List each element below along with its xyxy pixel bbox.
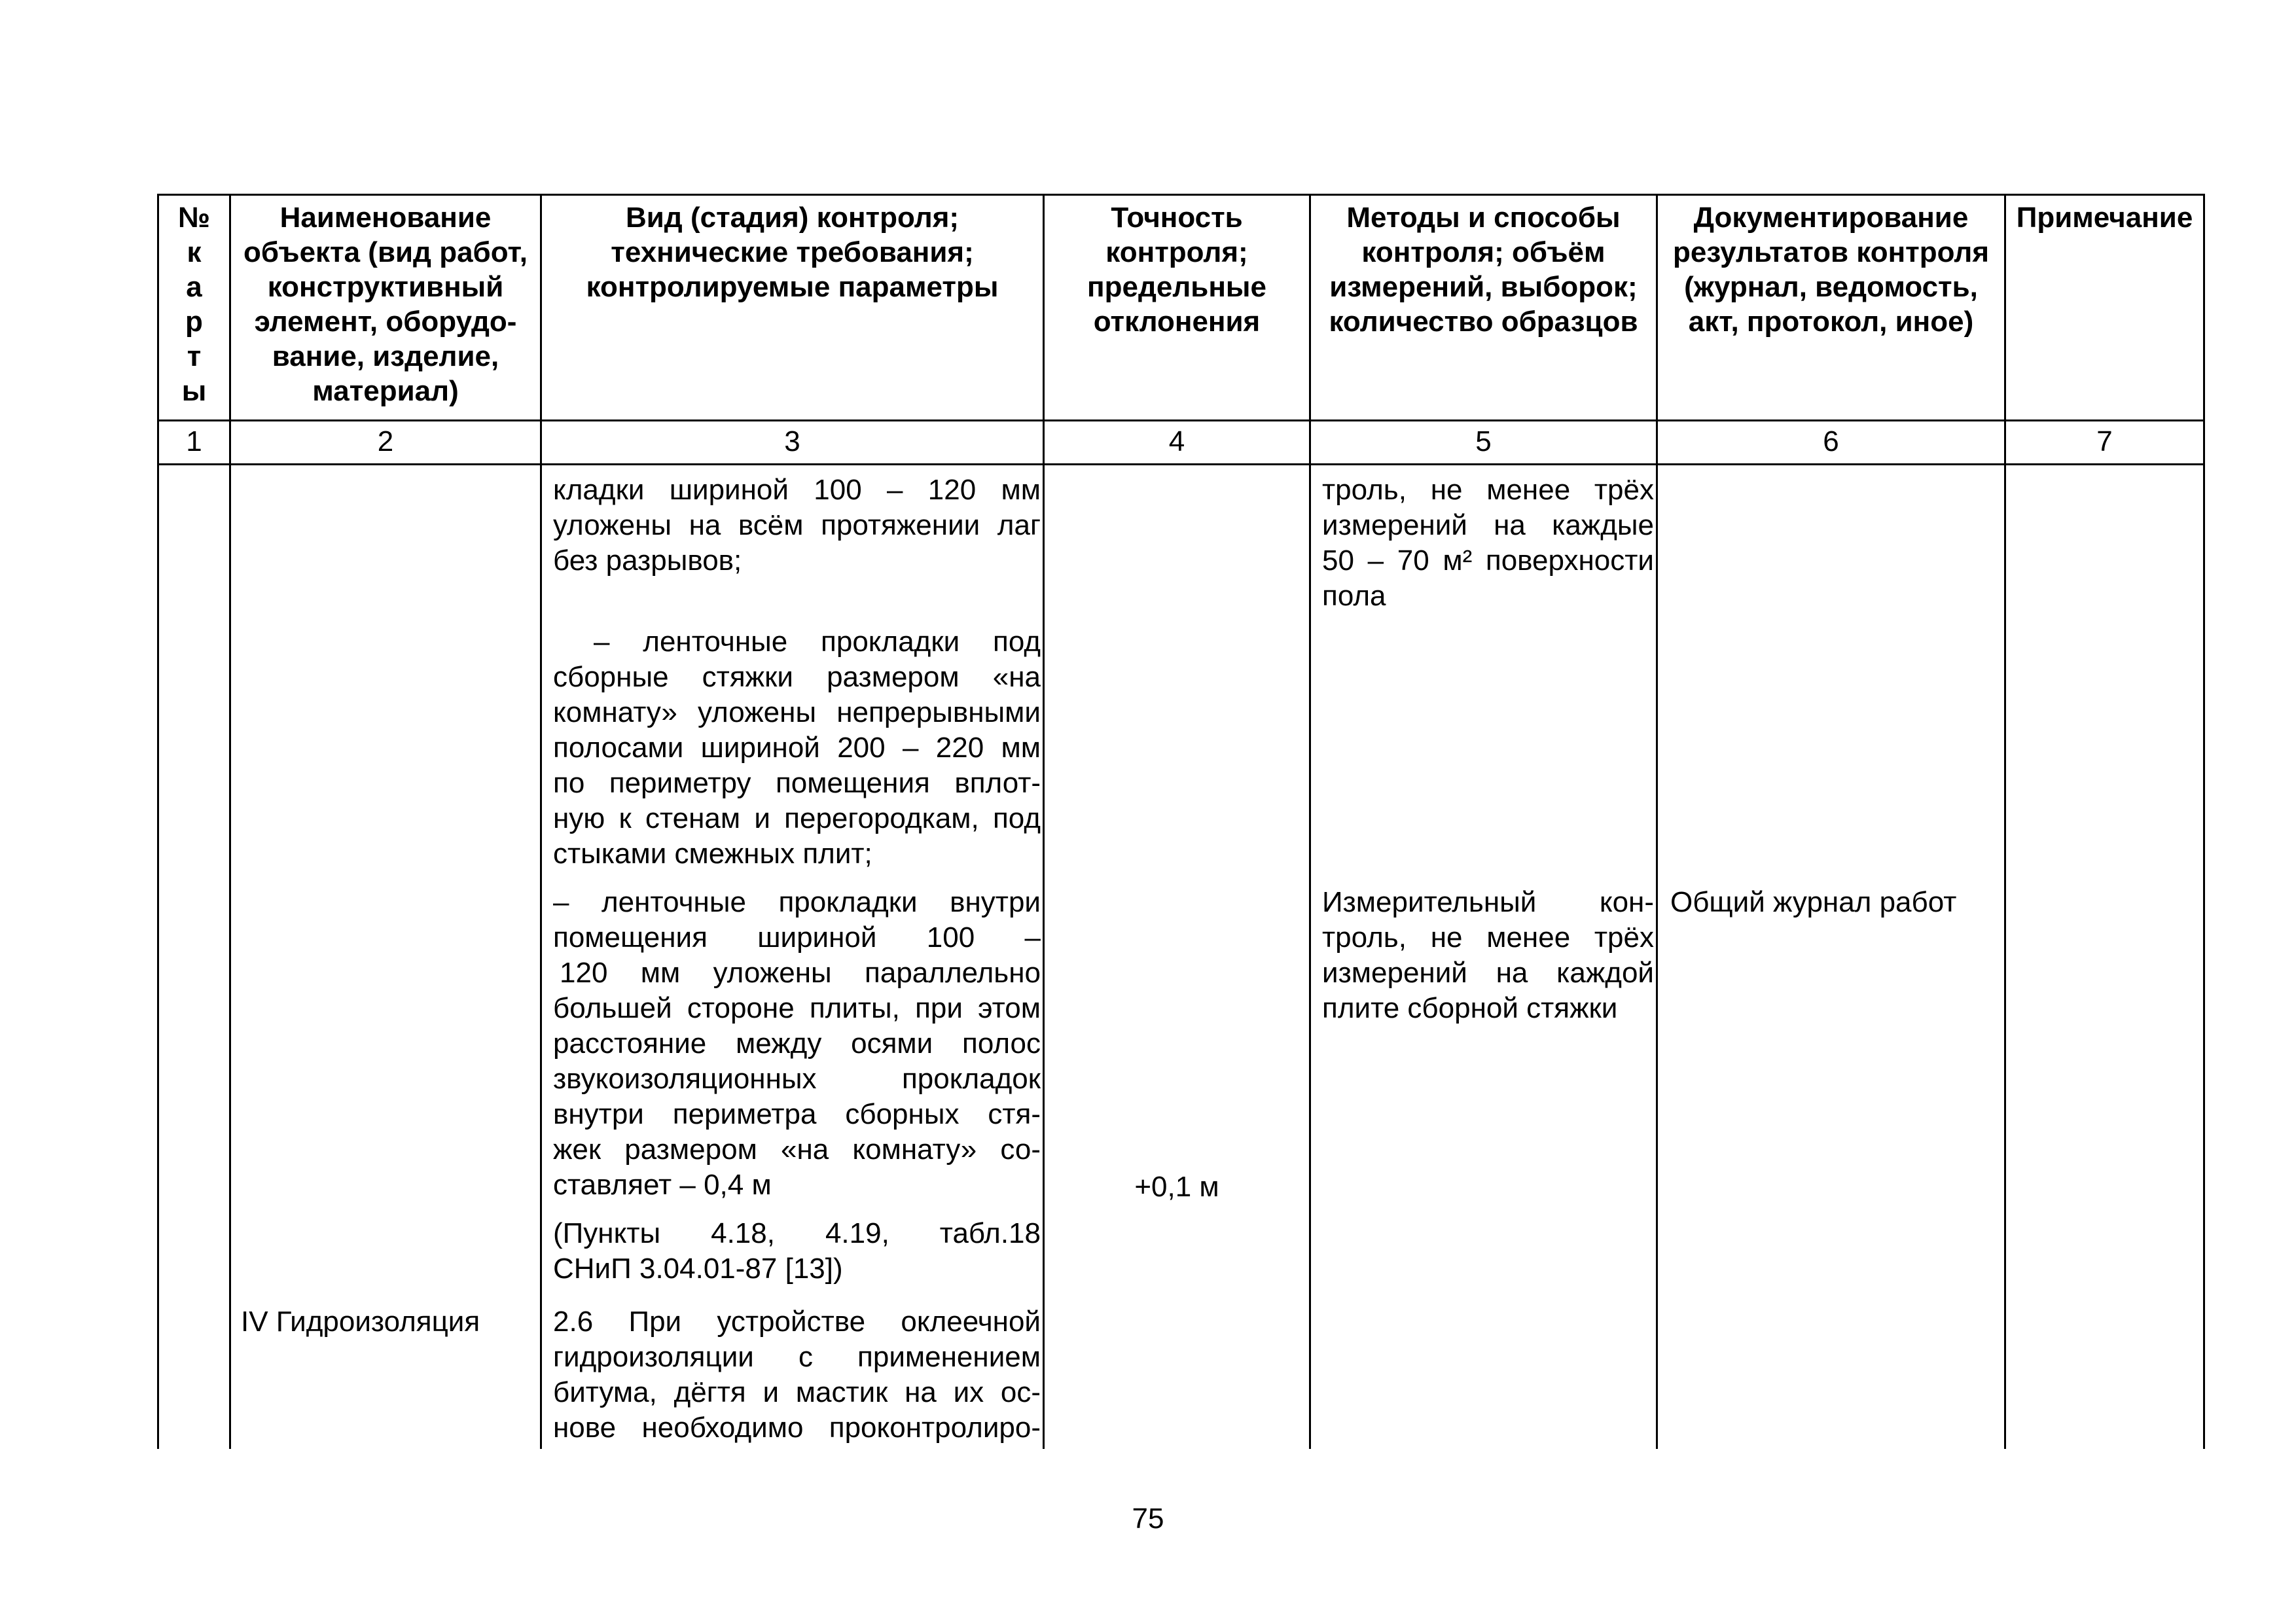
column-number-4: 4 [1168,425,1185,457]
text-line: 2.6 При устройстве оклеечной [553,1306,1041,1338]
header-control-accuracy: Точность контроля; предельные отклонения [1087,202,1266,338]
col7-left-border [2004,194,2006,1449]
page-number: 75 [1132,1503,1164,1535]
text-line: 120 мм уложены параллельно [560,957,1041,989]
text-line: СНиП 3.04.01-87 [13]) [553,1253,843,1285]
text-line: 50 – 70 м² поверхности [1322,544,1654,577]
text-line: внутри периметра сборных стя- [553,1098,1041,1130]
table-top-border [157,194,2205,196]
text-line: гидроизоляции с применением [553,1341,1041,1373]
text-line: по периметру помещения вплот- [553,767,1041,799]
text-line: измерений на каждой [1322,957,1654,989]
requirement-paragraph-1 [553,473,1041,579]
column-number-6: 6 [1823,425,1839,457]
text-line: (Пункты 4.18, 4.19, табл.18 [553,1217,1041,1249]
tolerance-value: +0,1 м [1134,1171,1219,1203]
header-control-type: Вид (стадия) контроля; технические требования; контролируемые параметры [586,202,999,303]
header-control-methods: Методы и способы контроля; объём измерений, выборок; количество образцов [1329,202,1638,338]
requirement-reference [553,1216,1041,1287]
text-line: троль, не менее трёх [1322,921,1654,954]
text-line: большей стороне плиты, при этом [553,992,1041,1024]
text-line: троль, не менее трёх [1322,474,1654,506]
column-number-1: 1 [186,425,202,457]
text-line: помещения шириной 100 – [553,921,1041,954]
col3-left-border [540,194,542,1449]
text-line: ставляет – 0,4 м [553,1169,772,1201]
text-line: – ленточные прокладки под [594,626,1041,658]
header-bottom-border [157,419,2205,421]
col5-left-border [1309,194,1311,1449]
text-line: – ленточные прокладки внутри [553,886,1041,918]
text-line: расстояние между осями полос [553,1027,1041,1060]
text-line: стыками смежных плит; [553,838,872,870]
text-line: без разрывов; [553,544,742,577]
column-number-7: 7 [2096,425,2113,457]
requirement-paragraph-2 [553,624,1041,872]
column-number-3: 3 [784,425,800,457]
text-line: комнату» уложены непрерывными [553,696,1041,728]
text-line: битума, дёгтя и мастик на их ос- [553,1376,1041,1408]
text-line: нове необходимо проконтролиро- [553,1412,1041,1444]
header-object-name: Наименование объекта (вид работ, конструктивный элемент, оборудо- вание, изделие, материал) [243,202,528,407]
column-number-2: 2 [377,425,394,457]
col6-left-border [1656,194,1658,1449]
text-line: уложены на всём протяжении лаг [553,509,1041,541]
col4-left-border [1043,194,1045,1449]
text-line: кладки шириной 100 – 120 мм [553,474,1041,506]
text-line: полосами шириной 200 – 220 мм [553,732,1041,764]
method-paragraph-2 [1322,885,1654,1026]
text-line: Измерительный кон- [1322,886,1654,918]
method-paragraph-1 [1322,473,1654,614]
header-notes: Примечание [2016,202,2193,234]
text-line: пола [1322,580,1386,612]
text-line: жек размером «на комнату» со- [553,1133,1041,1166]
text-line: ную к стенам и перегородкам, под [553,802,1041,834]
documentation-journal: Общий журнал работ [1670,886,1957,918]
text-line: звукоизоляционных прокладок [553,1063,1041,1095]
column-number-5: 5 [1475,425,1492,457]
object-item-waterproofing: IV Гидроизоляция [241,1306,480,1338]
header-documentation: Документирование результатов контроля (журнал, ведомость, акт, протокол, иное) [1672,202,1989,338]
requirement-paragraph-3 [553,885,1041,1203]
table-right-border [2203,194,2205,1449]
requirement-paragraph-2-6 [553,1304,1041,1446]
text-line: плите сборной стяжки [1322,992,1618,1024]
text-line: сборные стяжки размером «на [553,661,1041,693]
header-card-number: № к а р т ы [177,202,211,407]
text-line: измерений на каждые [1322,509,1654,541]
number-row-bottom-border [157,463,2205,465]
